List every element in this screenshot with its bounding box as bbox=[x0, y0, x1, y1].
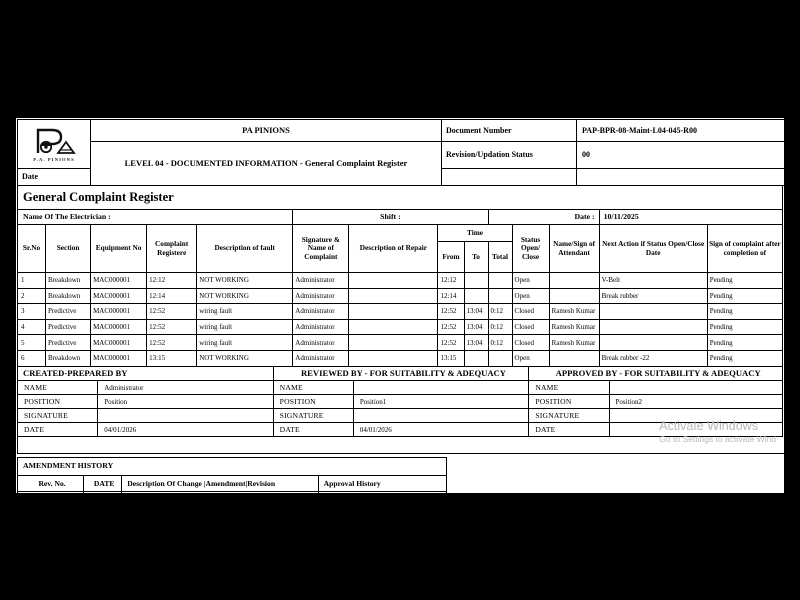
cell-section: Breakdown bbox=[46, 273, 91, 289]
amendment-cell-description: New Issue bbox=[122, 492, 318, 507]
cell-from: 12:52 bbox=[438, 335, 464, 351]
reviewed-position-value: Position1 bbox=[353, 395, 528, 409]
col-time-total: Total bbox=[488, 242, 512, 273]
signoff-signature-row bbox=[18, 409, 783, 423]
cell-sr-no: 4 bbox=[18, 319, 46, 335]
cell-description-of-fault: wiring fault bbox=[197, 319, 293, 335]
pinion-logo-icon bbox=[32, 126, 76, 156]
cell-status: Open bbox=[512, 288, 549, 304]
col-time-group: Time bbox=[438, 225, 512, 242]
created-name-label: NAME bbox=[18, 381, 98, 395]
table-row[interactable] bbox=[18, 335, 783, 351]
col-equipment-no: Equipment No bbox=[91, 225, 147, 273]
cell-description-of-repair bbox=[349, 273, 438, 289]
cell-from: 12:14 bbox=[438, 288, 464, 304]
cell-total: 0:12 bbox=[488, 335, 512, 351]
signoff-bottom-spacer bbox=[17, 437, 785, 454]
cell-complaint-registered: 12:52 bbox=[147, 335, 197, 351]
cell-to bbox=[464, 350, 488, 366]
cell-signature: Administrator bbox=[293, 319, 349, 335]
cell-next-action bbox=[599, 304, 707, 320]
amendment-history-table bbox=[17, 457, 447, 507]
created-name-value: Administrator bbox=[98, 381, 273, 395]
created-signature-label: SIGNATURE bbox=[18, 409, 98, 423]
cell-next-action: Break rubber bbox=[599, 288, 707, 304]
page-heading-row bbox=[18, 186, 783, 210]
created-date-value: 04/01/2026 bbox=[98, 423, 273, 437]
table-header-row-1 bbox=[18, 225, 783, 242]
cell-complaint-registered: 12:52 bbox=[147, 319, 197, 335]
cell-status: Closed bbox=[512, 335, 549, 351]
cell-description-of-repair bbox=[349, 304, 438, 320]
cell-complaint-registered: 12:12 bbox=[147, 273, 197, 289]
cell-description-of-repair bbox=[349, 350, 438, 366]
cell-sr-no: 6 bbox=[18, 350, 46, 366]
cell-signature: Administrator bbox=[293, 350, 349, 366]
document-title: LEVEL 04 - DOCUMENTED INFORMATION - General Complaint Register bbox=[91, 142, 442, 186]
cell-next-action: V-Belt bbox=[599, 273, 707, 289]
cell-from: 12:12 bbox=[438, 273, 464, 289]
cell-to bbox=[464, 288, 488, 304]
cell-from: 12:52 bbox=[438, 304, 464, 320]
cell-to: 13:04 bbox=[464, 319, 488, 335]
cell-equipment-no: MAC000001 bbox=[91, 335, 147, 351]
cell-sr-no: 5 bbox=[18, 335, 46, 351]
cell-signature: Administrator bbox=[293, 273, 349, 289]
cell-from: 12:52 bbox=[438, 319, 464, 335]
cell-sign-after: Pending bbox=[707, 350, 782, 366]
amendment-row[interactable] bbox=[18, 492, 447, 507]
created-by-title: CREATED-PREPARED BY bbox=[18, 366, 274, 381]
col-description-of-repair: Description of Repair bbox=[349, 225, 438, 273]
created-date-label: DATE bbox=[18, 423, 98, 437]
company-name: PA PINIONS bbox=[91, 120, 442, 142]
cell-attendant: Ramesh Kumar bbox=[549, 335, 599, 351]
cell-total bbox=[488, 273, 512, 289]
cell-attendant: Ramesh Kumar bbox=[549, 319, 599, 335]
cell-equipment-no: MAC000001 bbox=[91, 350, 147, 366]
cell-section: Breakdown bbox=[46, 350, 91, 366]
amendment-title-row bbox=[18, 458, 447, 476]
cell-equipment-no: MAC000001 bbox=[91, 273, 147, 289]
date-value: 10/11/2025 bbox=[599, 210, 782, 225]
cell-description-of-fault: wiring fault bbox=[197, 304, 293, 320]
header-row-1 bbox=[18, 120, 785, 142]
cell-description-of-repair bbox=[349, 335, 438, 351]
cell-attendant bbox=[549, 273, 599, 289]
meta-value-document-number: PAP-BPR-08-Maint-L04-045-R00 bbox=[577, 120, 785, 142]
cell-equipment-no: MAC000001 bbox=[91, 288, 147, 304]
created-position-value: Position bbox=[98, 395, 273, 409]
cell-next-action bbox=[599, 335, 707, 351]
reviewed-date-label: DATE bbox=[273, 423, 353, 437]
cell-total: 0:12 bbox=[488, 319, 512, 335]
cell-next-action: Break rubber -22 bbox=[599, 350, 707, 366]
cell-sr-no: 3 bbox=[18, 304, 46, 320]
cell-to bbox=[464, 273, 488, 289]
cell-sr-no: 1 bbox=[18, 273, 46, 289]
cell-total: 0:12 bbox=[488, 304, 512, 320]
info-row bbox=[18, 210, 783, 225]
approved-date-value bbox=[609, 423, 782, 437]
cell-description-of-fault: wiring fault bbox=[197, 335, 293, 351]
meta-label-revision-status: Revision/Updation Status bbox=[442, 142, 577, 169]
electrician-label: Name Of The Electrician : bbox=[18, 210, 293, 225]
signoff-position-row bbox=[18, 395, 783, 409]
meta-value-date bbox=[442, 169, 577, 186]
table-row[interactable] bbox=[18, 304, 783, 320]
amendment-header-row bbox=[18, 476, 447, 492]
approved-by-title: APPROVED BY - FOR SUITABILITY & ADEQUACY bbox=[529, 366, 783, 381]
cell-complaint-registered: 12:14 bbox=[147, 288, 197, 304]
cell-description-of-fault: NOT WORKING bbox=[197, 350, 293, 366]
reviewed-by-title: REVIEWED BY - FOR SUITABILITY & ADEQUACY bbox=[273, 366, 529, 381]
reviewed-name-value bbox=[353, 381, 528, 395]
col-next-action: Next Action if Status Open/Close Date bbox=[599, 225, 707, 273]
meta-label-date: Date bbox=[18, 169, 91, 186]
cell-signature: Administrator bbox=[293, 288, 349, 304]
cell-attendant bbox=[549, 350, 599, 366]
cell-from: 13:15 bbox=[438, 350, 464, 366]
signoff-table bbox=[17, 366, 783, 438]
amendment-col-approval: Approval History bbox=[318, 476, 446, 492]
date-label: Date : bbox=[488, 210, 599, 225]
cell-section: Predictive bbox=[46, 319, 91, 335]
signoff-name-row bbox=[18, 381, 783, 395]
cell-sign-after: Pending bbox=[707, 335, 782, 351]
reviewed-signature-label: SIGNATURE bbox=[273, 409, 353, 423]
approved-position-value: Position2 bbox=[609, 395, 782, 409]
page-bottom-spacer bbox=[17, 509, 785, 525]
cell-section: Predictive bbox=[46, 335, 91, 351]
reviewed-name-label: NAME bbox=[273, 381, 353, 395]
cell-equipment-no: MAC000001 bbox=[91, 319, 147, 335]
table-row[interactable] bbox=[18, 350, 783, 366]
cell-total bbox=[488, 288, 512, 304]
cell-description-of-fault: NOT WORKING bbox=[197, 288, 293, 304]
approved-name-label: NAME bbox=[529, 381, 609, 395]
created-signature-value bbox=[98, 409, 273, 423]
table-row[interactable] bbox=[18, 288, 783, 304]
cell-status: Closed bbox=[512, 319, 549, 335]
cell-sr-no: 2 bbox=[18, 288, 46, 304]
amendment-col-rev-no: Rev. No. bbox=[18, 476, 84, 492]
cell-total bbox=[488, 350, 512, 366]
reviewed-position-label: POSITION bbox=[273, 395, 353, 409]
cell-status: Open bbox=[512, 350, 549, 366]
cell-equipment-no: MAC000001 bbox=[91, 304, 147, 320]
header-row-2 bbox=[18, 142, 785, 169]
approved-signature-value bbox=[609, 409, 782, 423]
logo-caption: P.A. PINIONS bbox=[33, 156, 75, 162]
signoff-titles-row bbox=[18, 366, 783, 381]
table-row[interactable] bbox=[18, 273, 783, 289]
shift-label: Shift : bbox=[293, 210, 488, 225]
watermark-subtitle: Go to Settings to activate Wind bbox=[659, 434, 776, 444]
cell-attendant: Ramesh Kumar bbox=[549, 304, 599, 320]
cell-section: Predictive bbox=[46, 304, 91, 320]
cell-complaint-registered: 12:52 bbox=[147, 304, 197, 320]
amendment-rows-body bbox=[18, 492, 447, 507]
cell-section: Breakdown bbox=[46, 288, 91, 304]
cell-description-of-repair bbox=[349, 288, 438, 304]
amendment-col-date: DATE bbox=[84, 476, 122, 492]
reviewed-signature-value bbox=[353, 409, 528, 423]
cell-complaint-registered: 13:15 bbox=[147, 350, 197, 366]
approved-signature-label: SIGNATURE bbox=[529, 409, 609, 423]
watermark-title: Activate Windows bbox=[659, 419, 758, 433]
cell-sign-after: Pending bbox=[707, 288, 782, 304]
page-title: General Complaint Register bbox=[18, 186, 783, 210]
company-logo bbox=[18, 120, 91, 169]
cell-status: Open bbox=[512, 273, 549, 289]
amendment-cell-date bbox=[84, 492, 122, 507]
reviewed-date-value: 04/01/2026 bbox=[353, 423, 528, 437]
cell-next-action bbox=[599, 319, 707, 335]
cell-signature: Administrator bbox=[293, 335, 349, 351]
approved-date-label: DATE bbox=[529, 423, 609, 437]
cell-sign-after: Pending bbox=[707, 273, 782, 289]
col-description-of-fault: Description of fault bbox=[197, 225, 293, 273]
signoff-date-row bbox=[18, 423, 783, 437]
cell-signature: Administrator bbox=[293, 304, 349, 320]
created-position-label: POSITION bbox=[18, 395, 98, 409]
meta-label-document-number: Document Number bbox=[442, 120, 577, 142]
cell-to: 13:04 bbox=[464, 335, 488, 351]
amendment-cell-approval bbox=[318, 492, 446, 507]
cell-to: 13:04 bbox=[464, 304, 488, 320]
register-rows-body bbox=[18, 273, 783, 367]
general-complaint-register-table bbox=[17, 185, 783, 367]
col-signature-name-of-complaint: Signature & Name of Complaint bbox=[293, 225, 349, 273]
cell-attendant bbox=[549, 288, 599, 304]
cell-description-of-fault: NOT WORKING bbox=[197, 273, 293, 289]
cell-sign-after: Pending bbox=[707, 304, 782, 320]
cell-sign-after: Pending bbox=[707, 319, 782, 335]
approved-position-label: POSITION bbox=[529, 395, 609, 409]
amendment-history-title: AMENDMENT HISTORY bbox=[18, 458, 447, 476]
amendment-col-description: Description Of Change |Amendment|Revision bbox=[122, 476, 318, 492]
col-sr-no: Sr.No bbox=[18, 225, 46, 273]
col-section: Section bbox=[46, 225, 91, 273]
amendment-cell-rev-no: 00 bbox=[18, 492, 84, 507]
table-row[interactable] bbox=[18, 319, 783, 335]
col-complaint-registered: Complaint Registere bbox=[147, 225, 197, 273]
col-time-to: To bbox=[464, 242, 488, 273]
cell-status: Closed bbox=[512, 304, 549, 320]
col-status-open-close: Status Open/ Close bbox=[512, 225, 549, 273]
col-sign-of-complaint-after: Sign of complaint after completion of bbox=[707, 225, 782, 273]
document-page bbox=[16, 118, 784, 504]
cell-description-of-repair bbox=[349, 319, 438, 335]
col-name-sign-of-attendant: Name/Sign of Attendant bbox=[549, 225, 599, 273]
approved-name-value bbox=[609, 381, 782, 395]
document-header-table bbox=[17, 119, 785, 186]
meta-value-revision-status: 00 bbox=[577, 142, 785, 169]
col-time-from: From bbox=[438, 242, 464, 273]
